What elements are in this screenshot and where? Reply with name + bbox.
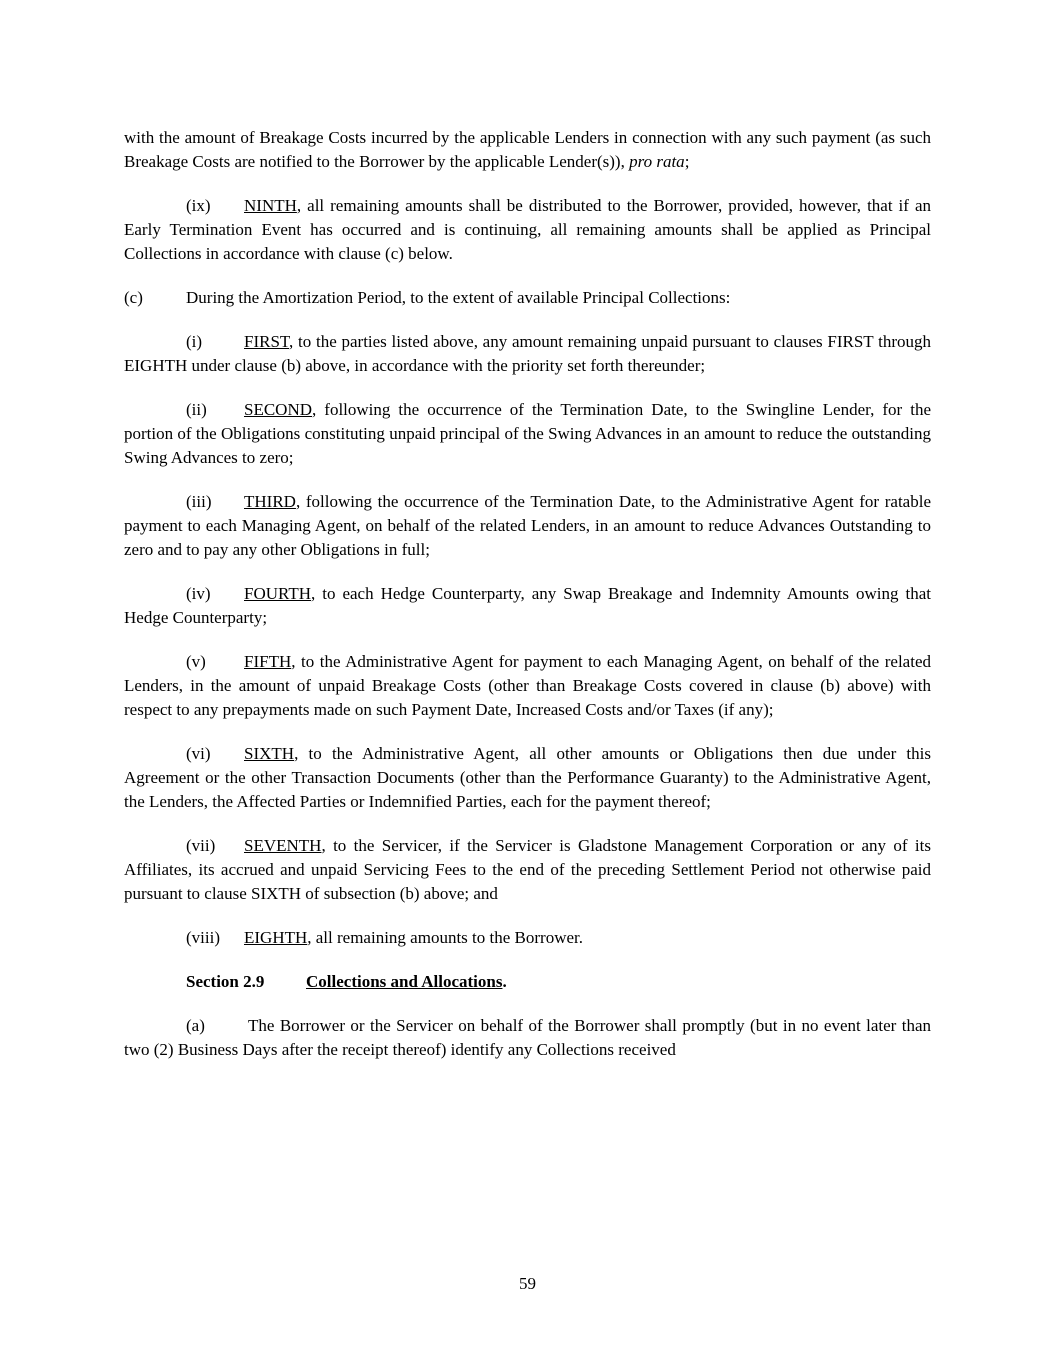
clause-ix-text: , all remaining amounts shall be distributed to the Borrower, provided, however, that if an Early Termination Event has occurred and is continuing, all remaining amounts shall be applied as Principal Collections in accordance with clause (c) below. [124,196,931,263]
subclause-vii-text: , to the Servicer, if the Servicer is Gladstone Management Corporation or any of its Affiliates, its accrued and unpaid Servicing Fees to the end of the preceding Settlement Period not otherwise paid pursuant to clause SIXTH of subsection (b) above; and [124,836,931,903]
clause-ix-number: (ix) [186,196,211,215]
continuation-text: with the amount of Breakage Costs incurred by the applicable Lenders in connection with any such payment (as such Breakage Costs are notified to the Borrower by the applicable Lender(s)), [124,128,931,171]
subclause-ii-paragraph [124,398,931,470]
subclause-vi-paragraph [124,742,931,814]
section-heading-title: Collections and Allocations [306,972,503,991]
paragraph-continuation [124,126,931,174]
subclause-viii-text: , all remaining amounts to the Borrower. [307,928,583,947]
clause-ix-paragraph [124,194,931,266]
subclause-iv-text: , to each Hedge Counterparty, any Swap Breakage and Indemnity Amounts owing that Hedge Counterparty; [124,584,931,627]
subclause-ii-number: (ii) [186,400,207,419]
subclause-viii-ordinal: EIGHTH [244,928,308,947]
section-heading-suffix: . [502,972,507,991]
clause-c-text: During the Amortization Period, to the extent of available Principal Collections: [186,288,731,307]
subclause-v-number: (v) [186,652,206,671]
subclause-vii-ordinal: SEVENTH [244,836,322,855]
subclause-vi-text: , to the Administrative Agent, all other amounts or Obligations then due under this Agreement or the other Transaction Documents (other than the Performance Guaranty) to the Administrative Agent, the Lenders, the Affected Parties or Indemnified Parties, each for the payment thereof; [124,744,931,811]
subclause-i-text: , to the parties listed above, any amount remaining unpaid pursuant to clauses FIRST through EIGHTH under clause (b) above, in accordance with the priority set forth thereunder; [124,332,931,375]
subclause-vi-ordinal: SIXTH [244,744,295,763]
clause-ix-ordinal: NINTH [244,196,297,215]
subclause-viii-number: (viii) [186,928,220,947]
subclause-iii-paragraph [124,490,931,562]
subclause-iv-number: (iv) [186,584,211,603]
subclause-i-paragraph [124,330,931,378]
subclause-iii-ordinal: THIRD [244,492,296,511]
subclause-iv-paragraph [124,582,931,630]
subclause-v-paragraph [124,650,931,722]
subclause-ii-text: , following the occurrence of the Termination Date, to the Swingline Lender, for the portion of the Obligations constituting unpaid principal of the Swing Advances in an amount to reduce the outstanding Swing Advances to zero; [124,400,931,467]
section-heading [124,970,931,994]
subclause-iii-number: (iii) [186,492,212,511]
subclause-vii-paragraph [124,834,931,906]
subclause-iii-text: , following the occurrence of the Termination Date, to the Administrative Agent for ratable payment to each Managing Agent, on behalf of the related Lenders, in an amount to reduce Advances Outstanding to zero and to pay any other Obligations in full; [124,492,931,559]
page-number: 59 [519,1274,536,1293]
subclause-i-number: (i) [186,332,203,351]
subclause-ii-ordinal: SECOND [244,400,313,419]
clause-c-paragraph [124,286,931,310]
clause-a-paragraph [124,1014,931,1062]
subclause-iv-ordinal: FOURTH [244,584,311,603]
subclause-v-text: , to the Administrative Agent for payment to each Managing Agent, on behalf of the related Lenders, in the amount of unpaid Breakage Costs (other than Breakage Costs covered in clause (b) above) with respect to any prepayments made on such Payment Date, Increased Costs and/or Taxes (if any); [124,652,931,719]
clause-a-number: (a) [186,1016,205,1035]
section-heading-label: Section 2.9 [186,972,265,991]
subclause-v-ordinal: FIFTH [244,652,292,671]
pro-rata-italic-text: pro rata [629,152,685,171]
clause-a-text: The Borrower or the Servicer on behalf of the Borrower shall promptly (but in no event later than two (2) Business Days after the receipt thereof) identify any Collections received [124,1016,931,1059]
continuation-tail: ; [684,152,690,171]
subclause-vii-number: (vii) [186,836,216,855]
subclause-vi-number: (vi) [186,744,211,763]
clause-c-number: (c) [124,288,143,307]
subclause-i-ordinal: FIRST [244,332,290,351]
subclause-viii-paragraph [124,926,931,950]
